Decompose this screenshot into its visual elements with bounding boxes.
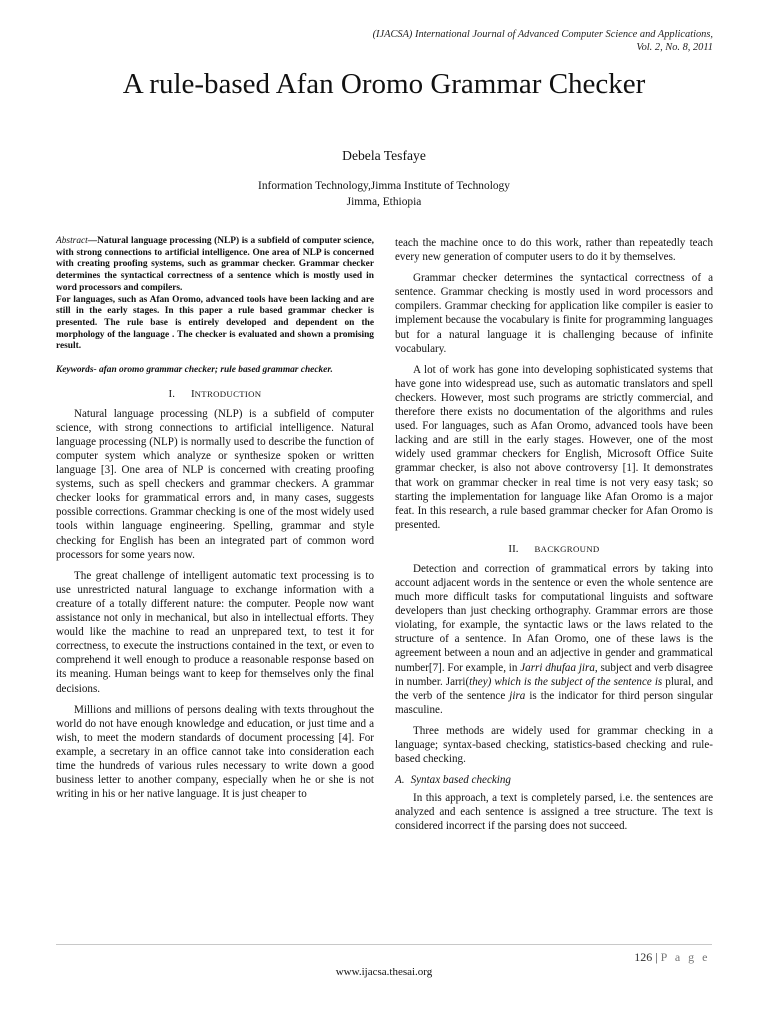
section-title-initial: I [190, 387, 195, 400]
journal-url[interactable]: www.ijacsa.thesai.org [335, 966, 433, 978]
abstract-dash: — [87, 236, 98, 246]
page-label: P a g e [660, 950, 710, 964]
right-column [395, 236, 713, 841]
page-separator: | [655, 950, 658, 964]
syntax-paragraph: In this approach, a text is completely parsed, i.e. the sentences are analyzed and each sentence is assigned a tree structure. The text is considered incorrect if the parsing does not succeed. [395, 792, 713, 833]
background-paragraph-1: Detection and correction of grammatical errors by taking into account adjacent words in the sentence or even the whole sentence are much more difficult tasks for computational linguists and software developers than just checking orthography. Grammar errors are those violating, for example, the syntactic laws or the laws related to the structure of a sentence. In Afan Oromo, one of these laws is the agreement between a noun and an adjective in gender and grammatical number[7]. For example, in Jarri dhufaa jira, subject and verb disagree in number. Jarri(they) which is the subject of the sentence is plural, and the verb of the sentence jira is the indicator for third person singular masculine. [395, 562, 713, 716]
abstract-text-1: Natural language processing (NLP) is a subfield of computer science, with strong connections to artificial intelligence. One area of NLP is concerned with creating proofing systems, such as grammar checker. Grammar checker determines the syntactical correctness of a sentence which is mostly used in word processors and compilers. [56, 236, 374, 293]
keywords [56, 365, 374, 377]
section-heading-background [395, 542, 713, 556]
page-number-value: 126 [634, 950, 653, 964]
intro-paragraph-1: Natural language processing (NLP) is a subfield of computer science, with strong connections to artificial intelligence. Natural language processing (NLP) is normally used to describe the function of computer system which analyze or synthesize spoken or written language [3]. One area of NLP is concerned with creating proofing systems, such as spell checkers and grammar checkers. A grammar checker looks for grammatical errors and, in many cases, suggests possible corrections. Grammar checking is one of the most widely used tools within language engineering. Spelling, grammar and style checking for English has been an integrated part of common word processors for some years now. [56, 407, 374, 561]
subsection-title: Syntax based checking [410, 774, 511, 787]
affiliation-location: Jimma, Ethiopia [346, 196, 422, 208]
author-affiliation [0, 178, 768, 210]
intro-paragraph-4: Grammar checker determines the syntactical correctness of a sentence. Grammar checking is mostly used in word processors and compilers. Grammar checking for application like compiler is easier to implement because the vocabulary is finite for programming languages but for a natural language it is challenging because of infinite vocabulary. [395, 272, 713, 355]
section-heading-introduction [56, 387, 374, 401]
section-number: II. [508, 542, 519, 555]
abstract-paragraph-1 [56, 236, 374, 295]
section-number: I. [168, 387, 175, 400]
subsection-number: A. [395, 774, 405, 787]
intro-paragraph-3-continued: teach the machine once to do this work, rather than repeatedly teach every new generation of computer users to do it by themselves. [395, 237, 713, 264]
keywords-label: Keywords- [56, 365, 97, 376]
keywords-text: afan oromo grammar checker; rule based grammar checker. [96, 365, 333, 376]
abstract-paragraph-2: For languages, such as Afan Oromo, advanced tools have been lacking and are still in the early stages. In this paper a rule based grammar checker is presented. The rule base is entirely developed and dependent on the morphology of the language . The checker is evaluated and shown a promising result. [56, 294, 374, 352]
intro-paragraph-3: Millions and millions of persons dealing with texts throughout the world do not have enough knowledge and education, or just time and a wish, to meet the modern standards of document processing [4]. For example, a secretary in an office cannot take into consideration each time the hundreds of various rules necessary to write down a good business letter to another company, especially when he or she is not writing in his or her native language. It is just cheaper to [56, 703, 374, 801]
journal-name: (IJACSA) International Journal of Advanced Computer Science and Applications, [372, 29, 713, 40]
left-column [56, 236, 374, 808]
page-number [634, 950, 710, 965]
journal-header [373, 28, 713, 54]
section-title: BACKGROUND [534, 543, 600, 554]
footer-divider [56, 944, 712, 945]
journal-volume: Vol. 2, No. 8, 2011 [636, 42, 713, 53]
author-name: Debela Tesfaye [342, 148, 426, 163]
subsection-heading-syntax [395, 773, 713, 787]
affiliation-institution: Information Technology,Jimma Institute of Technology [258, 180, 510, 192]
section-title-rest: NTRODUCTION [194, 388, 262, 399]
paper-title: A rule-based Afan Oromo Grammar Checker [122, 68, 646, 100]
intro-paragraph-5: A lot of work has gone into developing sophisticated systems that have gone into widespread use, such as automatic translators and spell checkers. However, most such programs are strictly commercial, and therefore there exists no documentation of the algorithms and rules used. For languages, such as Afan Oromo, advanced tools have been lacking and are still in the early stages. However, one of the most widely used grammar checkers for English, Microsoft Office Suite grammar checker, is also not above controversy [1]. It demonstrates that work on grammar checker in real time is not very easy task; so starting the implementation for language like Afan Oromo is a major feat. In this research, a rule based grammar checker for Afan Oromo is presented. [395, 363, 713, 531]
intro-paragraph-2: The great challenge of intelligent automatic text processing is to use unrestricted natural language to exchange information with a creature of a totally different nature: the computer. People now want assistance not only in mechanical, but also in intellectual efforts. They would like the machine to read an unprepared text, to test it for correctness, to execute the instructions contained in the text, or even to comprehend it well enough to produce a reasonable response based on its meaning. Human beings want to keep for themselves only the final decisions. [56, 569, 374, 695]
abstract-label: Abstract [56, 236, 88, 246]
background-paragraph-2: Three methods are widely used for grammar checking in a language; syntax-based checking, statistics-based checking and rule-based checking. [395, 724, 713, 766]
